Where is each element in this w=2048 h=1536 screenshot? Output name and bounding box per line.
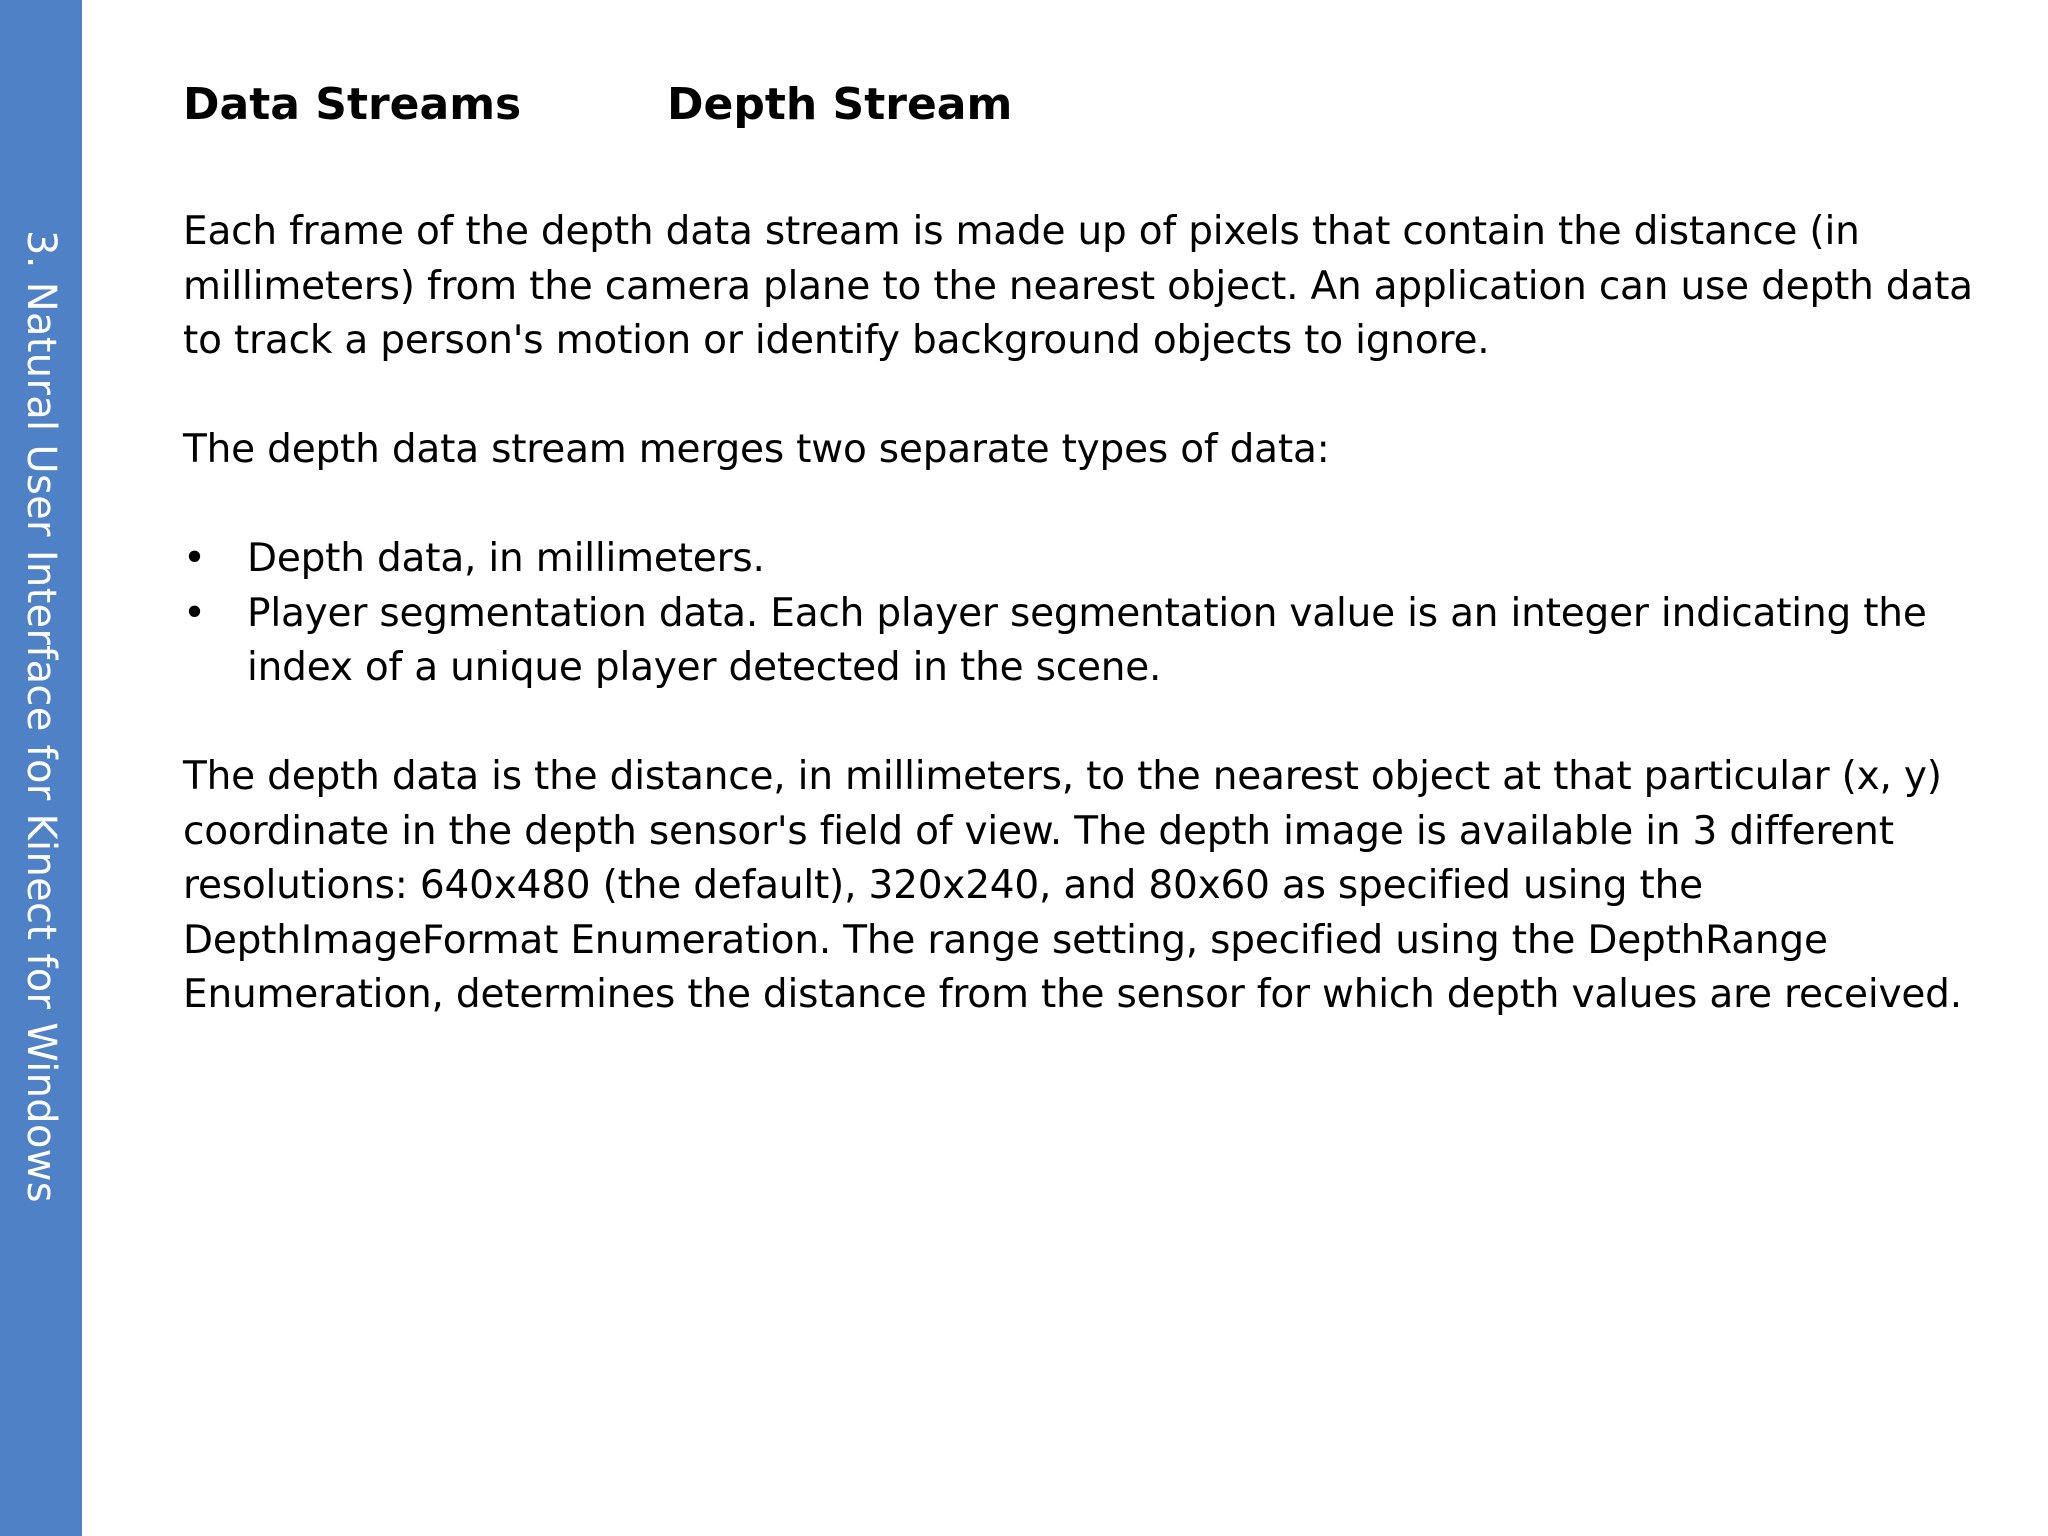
sidebar-label: 3. Natural User Interface for Kinect for Windows — [18, 230, 64, 1203]
spacer — [183, 478, 2023, 533]
page-title: Data Streams — [183, 79, 522, 130]
spacer — [183, 696, 2023, 751]
bullet-icon: • — [183, 536, 206, 581]
list-item — [183, 587, 2023, 696]
bullet-text: Player segmentation data. Each player segmentation value is an integer indicating the index of a unique player detected in the scene. — [247, 590, 1927, 690]
bullet-text: Depth data, in millimeters. — [247, 536, 765, 581]
sidebar — [0, 0, 82, 1536]
spacer — [183, 369, 2023, 424]
merge-paragraph: The depth data stream merges two separate types of data: — [183, 427, 1330, 472]
intro-paragraph: Each frame of the depth data stream is made up of pixels that contain the distance (in millimeters) from the camera plane to the nearest object. An application can use depth data to track a person's motion or identify background objects to ignore. — [183, 209, 1973, 363]
slide-body — [183, 205, 2023, 1023]
bullet-icon: • — [183, 590, 206, 636]
bullet-list — [183, 532, 2023, 696]
page-subtitle: Depth Stream — [667, 79, 1013, 130]
details-paragraph: The depth data is the distance, in millimeters, to the nearest object at that particular (x, y) coordinate in the depth sensor's field of view. The depth image is available in 3 different resolutions: 640x480 (the default), 320x240, and 80x60 as specified using the DepthImageFormat Enumeration. The range setting, specified using the DepthRange Enumeration, determines the distance from the sensor for which depth values are received. — [183, 754, 1962, 1017]
list-item — [183, 532, 2023, 587]
